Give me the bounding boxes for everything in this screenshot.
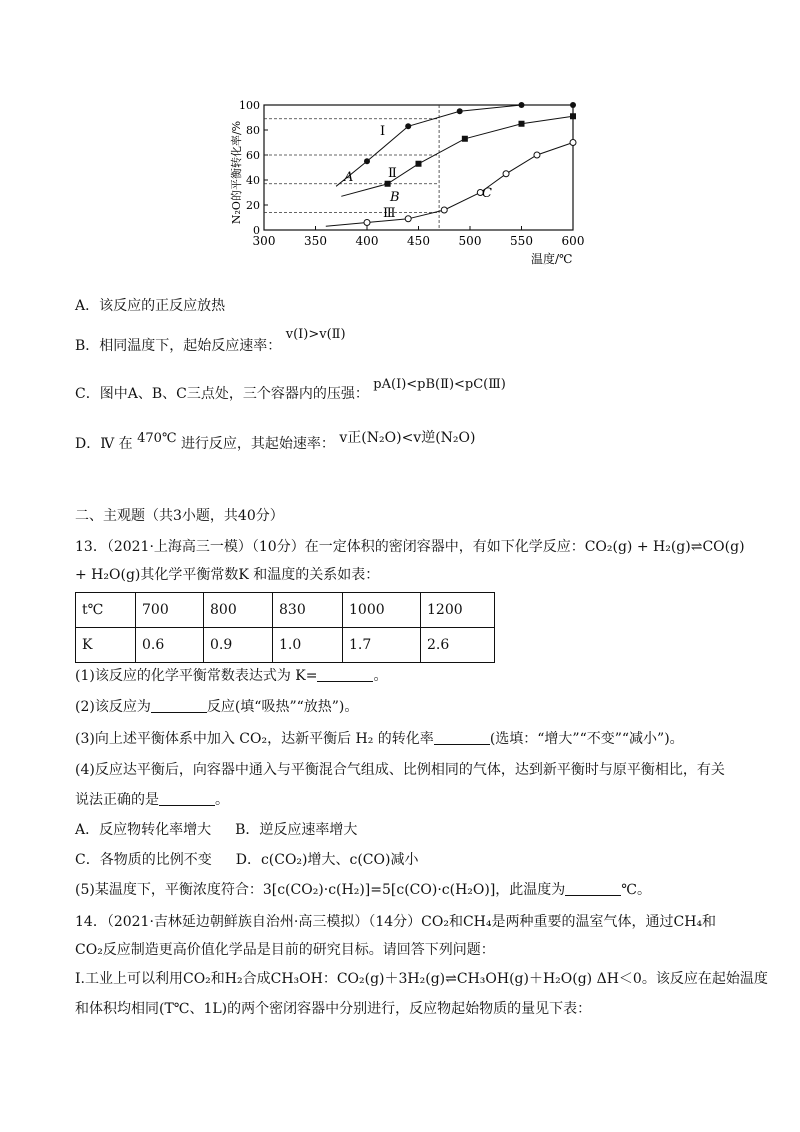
table-cell: 0.6 (136, 628, 204, 663)
point-label: A (344, 170, 354, 185)
data-point (405, 216, 411, 222)
q13-part1 (75, 666, 387, 686)
table-cell: t℃ (76, 593, 136, 628)
table-cell: 1000 (343, 593, 421, 628)
q13-part4-line1: (4)反应达平衡后，向容器中通入与平衡混合气组成、比例相同的气体，达到新平衡时与原平衡相比，有关 (75, 762, 725, 778)
data-point (441, 207, 447, 213)
data-point (534, 152, 540, 158)
point-label: B (390, 190, 400, 205)
y-tick-label: 60 (246, 149, 260, 162)
q13-part4-line2 (75, 790, 229, 810)
table-row (76, 593, 495, 628)
table-cell: 1.0 (273, 628, 343, 663)
q13-part3 (75, 729, 684, 749)
answer-blank[interactable] (434, 730, 490, 745)
data-point (570, 113, 576, 119)
q13-part2 (75, 697, 358, 717)
data-point (364, 158, 370, 164)
option-a: A．该反应的正反应放热 (75, 298, 226, 314)
option-c (75, 377, 506, 405)
table-cell: 2.6 (421, 628, 495, 663)
data-point (364, 220, 370, 226)
q13-options-row2 (75, 850, 418, 870)
option-b-text: B．相同温度下，起始反应速率： (75, 338, 282, 354)
answer-blank[interactable] (159, 791, 215, 806)
q14-stem-line2: CO₂反应制造更高价值化学品是目前的研究目标。请回答下列问题： (75, 942, 495, 958)
option-d-formula: v正(N₂O)<v逆(N₂O) (339, 430, 476, 446)
q14-stem-line1: 14．（2021·吉林延边朝鲜族自治州·高三模拟）（14分）CO₂和CH₄是两种重要的温室气体，通过CH₄和 (75, 914, 717, 930)
answer-blank[interactable] (565, 881, 621, 896)
x-tick-label: 550 (510, 234, 533, 248)
q13-part4-end: 。 (215, 792, 229, 808)
table-cell: 830 (273, 593, 343, 628)
y-tick-label: 40 (246, 174, 260, 187)
y-tick-label: 20 (246, 199, 260, 212)
series-line (336, 105, 573, 186)
y-tick-label: 80 (246, 124, 260, 137)
q14-stem-line4: 和体积均相同(T℃、1L)的两个密闭容器中分别进行，反应物起始物质的量见下表： (75, 1001, 592, 1017)
x-tick-label: 450 (407, 234, 430, 248)
q13-stem-line2: + H₂O(g)其化学平衡常数K 和温度的关系如表： (75, 567, 380, 583)
x-tick-label: 350 (304, 234, 327, 248)
y-tick-label: 0 (253, 224, 260, 237)
option-d (75, 430, 476, 455)
q13-part5-end: ℃。 (621, 882, 651, 898)
q13-part3-text: (3)向上述平衡体系中加入 CO₂，达新平衡后 H₂ 的转化率 (75, 731, 434, 747)
conversion-rate-chart (230, 90, 600, 270)
data-point (405, 123, 411, 129)
answer-blank[interactable] (151, 698, 207, 713)
table-cell: 700 (136, 593, 204, 628)
q13-part2-text: (2)该反应为 (75, 699, 151, 715)
option-c-formula: pA(Ⅰ)<pB(Ⅱ)<pC(Ⅲ) (373, 377, 506, 392)
x-tick-label: 300 (252, 234, 276, 248)
data-point (457, 108, 463, 114)
data-point (462, 136, 468, 142)
q13-option-c: C．各物质的比例不变 (75, 852, 212, 868)
option-c-text: C．图中A、B、C三点处，三个容器内的压强： (75, 386, 369, 402)
q13-option-a: A．反应物转化率增大 (75, 822, 212, 838)
option-d-temperature: 470℃ (137, 431, 177, 446)
y-axis-label: N₂O的平衡转化率/% (230, 120, 243, 225)
option-b (75, 327, 346, 357)
series-label: Ⅱ (388, 166, 397, 181)
option-b-formula: v(Ⅰ)>v(Ⅱ) (285, 327, 346, 342)
q13-part3-end: (选填：“增大”“不变”“减小”)。 (489, 731, 684, 747)
table-cell: 1.7 (343, 628, 421, 663)
q13-part5 (75, 880, 651, 900)
x-axis-label: 温度/℃ (531, 252, 573, 266)
x-tick-label: 600 (561, 234, 585, 248)
table-cell: 800 (204, 593, 273, 628)
q14-stem-line3: I.工业上可以利用CO₂和H₂合成CH₃OH：CO₂(g)＋3H₂(g)⇌CH₃OH(g)＋H₂O(g) ΔH＜0。该反应在起始温度 (75, 971, 768, 987)
table-row (76, 628, 495, 663)
q13-stem-line1: 13．（2021·上海高三一模）（10分）在一定体积的密闭容器中，有如下化学反应：CO₂(g) + H₂(g)⇌CO(g) (75, 539, 745, 555)
data-point (519, 102, 525, 108)
data-point (570, 140, 576, 146)
option-d-text-1: D．Ⅳ 在 (75, 436, 133, 452)
table-cell: K (76, 628, 136, 663)
table-cell: 0.9 (204, 628, 273, 663)
table-cell: 1200 (421, 593, 495, 628)
x-tick-label: 500 (458, 234, 482, 248)
data-point (416, 161, 422, 167)
data-point (570, 102, 576, 108)
data-point (503, 171, 509, 177)
option-d-text-2: 进行反应，其起始速率： (180, 436, 335, 452)
series-label: Ⅰ (380, 124, 386, 139)
q13-option-d: D．c(CO₂)增大、c(CO)减小 (235, 852, 419, 868)
q13-part5-text: (5)某温度下，平衡浓度符合：3[c(CO₂)·c(H₂)]=5[c(CO)·c(H₂O)]，此温度为 (75, 882, 566, 898)
answer-blank[interactable] (317, 667, 373, 682)
y-tick-label: 100 (239, 99, 260, 112)
data-point (385, 181, 391, 187)
q13-options-row1 (75, 820, 357, 840)
q13-part1-text: (1)该反应的化学平衡常数表达式为 K= (75, 668, 318, 684)
series-label: Ⅲ (383, 206, 396, 221)
k-temperature-table (75, 592, 495, 663)
section-title: 二、主观题（共3小题，共40分） (75, 508, 284, 524)
data-point (519, 121, 525, 127)
x-tick-label: 400 (355, 234, 379, 248)
q13-part1-end: 。 (373, 668, 388, 684)
q13-part4-text: 说法正确的是 (75, 792, 159, 808)
q13-option-b: B．逆反应速率增大 (235, 822, 358, 838)
point-label: C (482, 186, 492, 201)
q13-part2-end: 反应(填“吸热”“放热”)。 (206, 699, 359, 715)
